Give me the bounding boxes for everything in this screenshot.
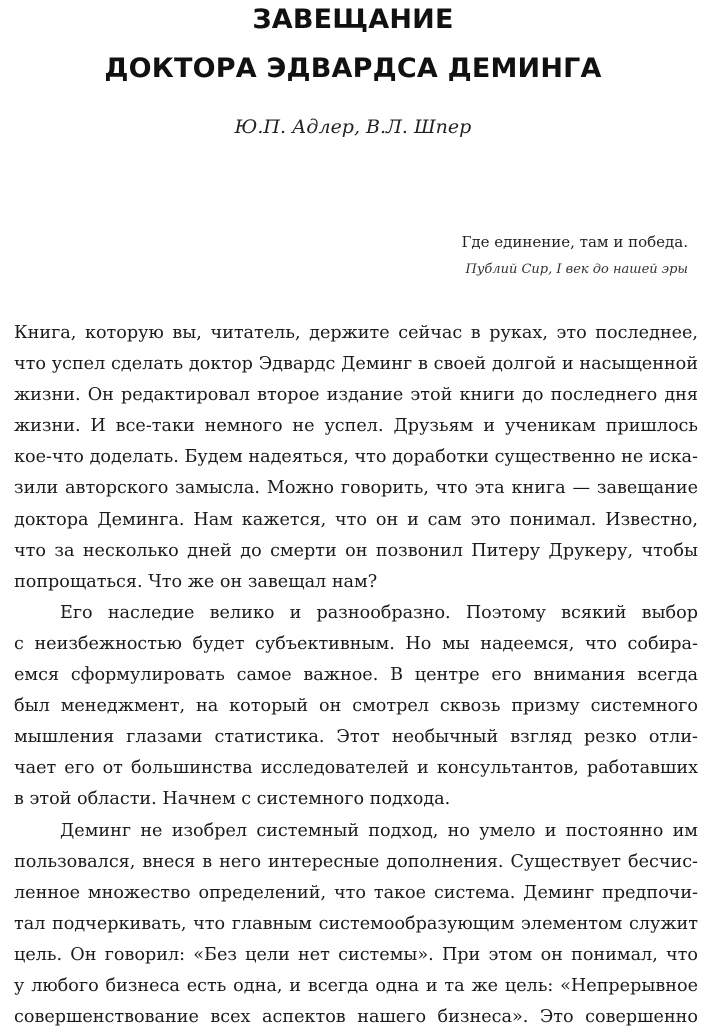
- text-line: Книга, которую вы, читатель, держите сейчас в руках, это последнее,: [14, 323, 698, 343]
- text-line: с неизбежностью будет субъективным. Но мы надеемся, что собира-: [14, 633, 698, 654]
- text-line: совершенствование всех аспектов нашего бизнеса». Это совершенно: [14, 1007, 698, 1028]
- text-line: Деминг не изобрел системный подход, но умело и постоянно им: [60, 820, 698, 841]
- text-line: чает его от большинства исследователей и консультантов, работавших: [14, 758, 698, 779]
- chapter-authors: Ю.П. Адлер, В.Л. Шпер: [234, 116, 472, 138]
- text-line: жизни. Он редактировал второе издание этой книги до последнего дня: [14, 385, 698, 406]
- body-text: [14, 318, 698, 1033]
- text-line: в этой области. Начнем с системного подхода.: [14, 789, 451, 810]
- text-line: что за несколько дней до смерти он позвонил Питеру Друкеру, чтобы: [14, 540, 698, 561]
- text-line: был менеджмент, на который он смотрел сквозь призму системного: [14, 696, 698, 717]
- text-line: пользовался, внеся в него интересные дополнения. Существует бесчис-: [14, 851, 698, 872]
- text-line: тал подчеркивать, что главным системообразующим элементом служит: [14, 913, 698, 934]
- text-line: у любого бизнеса есть одна, и всегда одна и та же цель: «Непрерывное: [14, 975, 698, 996]
- text-line: жизни. И все-таки немного не успел. Друзьям и ученикам пришлось: [14, 416, 698, 437]
- text-line: попрощаться. Что же он завещал нам?: [14, 571, 378, 592]
- text-line: Его наследие велико и разнообразно. Поэтому всякий выбор: [60, 602, 698, 623]
- chapter-title-line-1: ЗАВЕЩАНИЕ: [252, 4, 454, 35]
- epigraph-source: Публий Сир, I век до нашей эры: [465, 262, 688, 277]
- text-line: цель. Он говорил: «Без цели нет системы». При этом он понимал, что: [14, 944, 698, 965]
- text-line: доктора Деминга. Нам кажется, что он и сам это понимал. Известно,: [14, 509, 698, 530]
- text-line: ленное множество определений, что такое система. Деминг предпочи-: [14, 882, 698, 903]
- chapter-title-line-2: ДОКТОРА ЭДВАРДСА ДЕМИНГА: [104, 53, 602, 84]
- text-line: зили авторского замысла. Можно говорить, что эта книга — завещание: [14, 478, 698, 499]
- text-line: что успел сделать доктор Эдвардс Деминг в своей долгой и насыщенной: [14, 354, 698, 375]
- text-line: емся сформулировать самое важное. В центре его внимания всегда: [14, 665, 698, 686]
- text-line: кое-что доделать. Будем надеяться, что доработки существенно не иска-: [14, 447, 698, 468]
- text-line: мышления глазами статистика. Этот необычный взгляд резко отли-: [14, 727, 698, 748]
- epigraph-quote: Где единение, там и победа.: [461, 233, 688, 251]
